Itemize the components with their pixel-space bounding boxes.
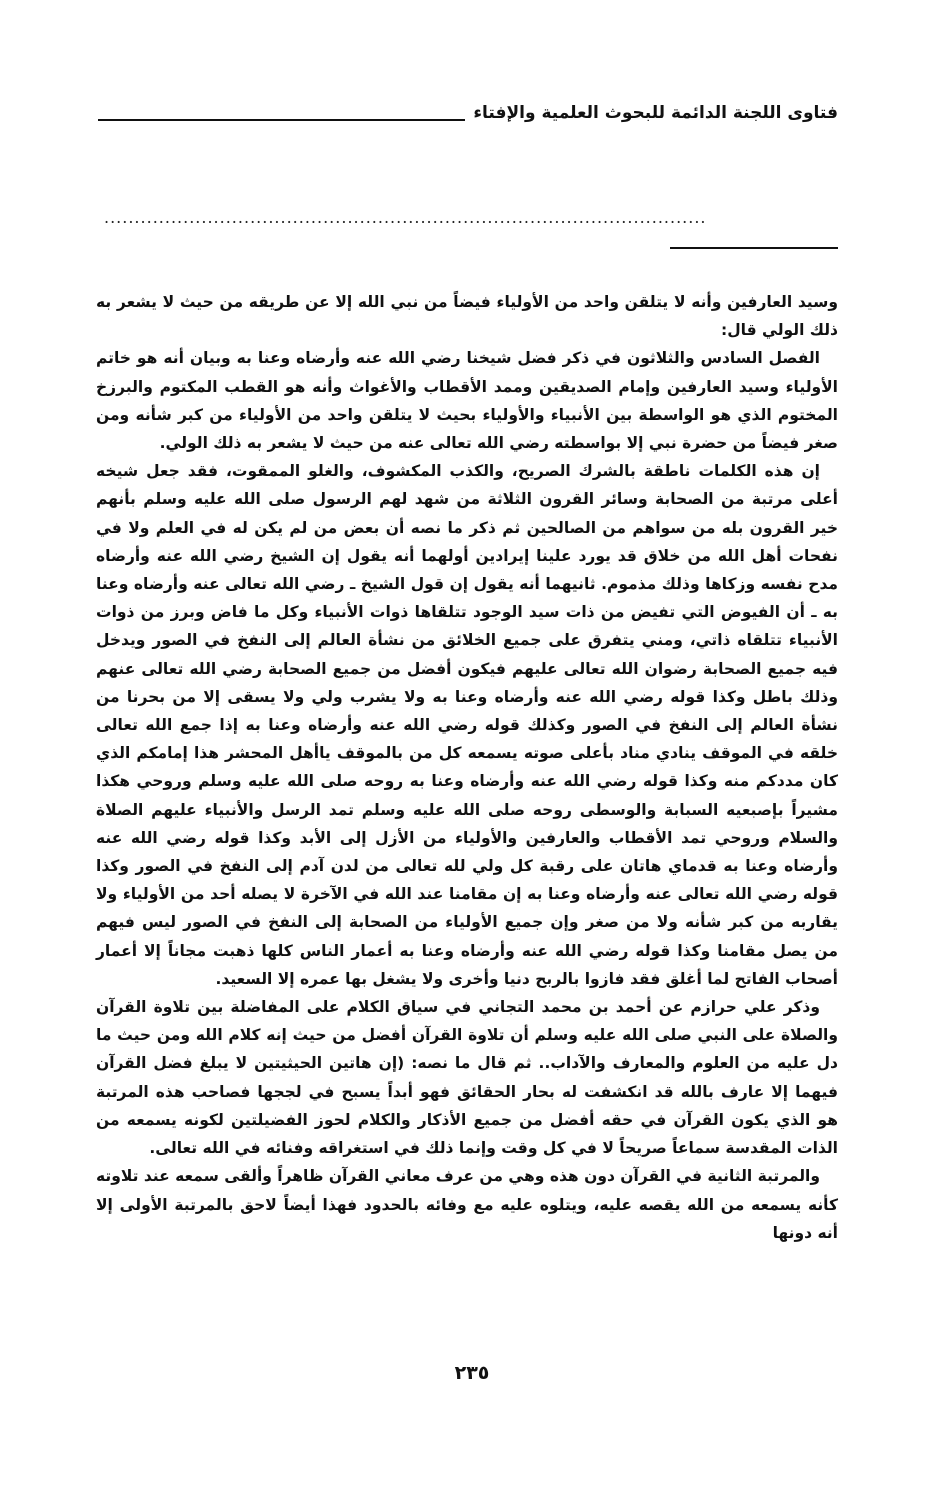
header-rule: [98, 119, 465, 121]
header-title: فتاوى اللجنة الدائمة للبحوث العلمية والإفتاء: [473, 103, 838, 123]
paragraph: والمرتبة الثانية في القرآن دون هذه وهي من عرف معاني القرآن ظاهراً وألقى سمعه عند تلاوته كأنه يسمعه من الله يقصه عليه، ويتلوه عليه مع وفائه بالحدود فهذا أيضاً لاحق بالمرتبة الأولى إلا أنه دونها: [96, 1167, 838, 1242]
paragraph: وذكر علي حرازم عن أحمد بن محمد التجاني في سياق الكلام على المفاضلة بين تلاوة القرآن والصلاة على النبي صلى الله عليه وسلم أن تلاوة القرآن أفضل من حيث إنه كلام الله ومن حيث ما دل عليه من العلوم والمعارف والآداب.. ثم قال ما نصه: (إن هاتين الحيثيتين لا يبلغ فضل القرآن فيهما إلا عارف بالله قد انكشفت له بحار الحقائق فهو أبداً يسبح في لججها فصاحب هذه المرتبة هو الذي يكون القرآن في حقه أفضل من جميع الأذكار والكلام لحوز الفضيلتين لكونه يسمعه من الذات المقدسة سماعاً صريحاً لا في كل وقت وإنما ذلك في استغراقه وفنائه في الله تعالى.: [96, 998, 838, 1158]
running-header: [98, 92, 838, 124]
ellipsis-line: ...................................................................................................: [104, 208, 707, 227]
page-number: ٢٣٥: [454, 1362, 490, 1384]
section-divider: [670, 247, 838, 249]
paragraph: وسيد العارفين وأنه لا يتلقن واحد من الأولياء فيضاً من نبي الله إلا عن طريقه من حيث لا يشعر به ذلك الولي قال:: [96, 293, 838, 340]
paragraph: إن هذه الكلمات ناطقة بالشرك الصريح، والكذب المكشوف، والغلو الممقوت، فقد جعل شيخه أعلى مرتبة من الصحابة وسائر القرون الثلاثة من شهد لهم الرسول صلى الله عليه وسلم بأنهم خير القرون بله من سواهم من الصالحين ثم ذكر ما نصه أن بعض من لم يكن له في العلم ولا في نفحات أهل الله من خلاق قد يورد علينا إيرادين أولهما أنه يقول إن الشيخ رضي الله عنه وأرضاه مدح نفسه وزكاها وذلك مذموم. ثانيهما أنه يقول إن قول الشيخ ـ رضي الله تعالى عنه وأرضاه وعنا به ـ أن الفيوض التي تفيض من ذات سيد الوجود تتلقاها ذوات الأنبياء وكل ما فاض وبرز من ذوات الأنبياء تتلقاه ذاتي، ومني يتفرق على جميع الخلائق من نشأة العالم إلى النفخ في الصور ويدخل فيه جميع الصحابة رضوان الله تعالى عليهم فيكون أفضل من جميع الصحابة رضي الله تعالى عنهم وذلك باطل وكذا قوله رضي الله عنه وأرضاه وعنا به ولا يشرب ولي ولا يسقى إلا من بحرنا من نشأة العالم إلى النفخ في الصور وكذلك قوله رضي الله عنه وأرضاه وعنا به إذا جمع الله تعالى خلقه في الموقف ينادي مناد بأعلى صوته يسمعه كل من بالموقف ياأهل المحشر هذا إمامكم الذي كان مددكم منه وكذا قوله رضي الله عنه وأرضاه وعنا به روحه صلى الله عليه وسلم وروحي هكذا مشيراً بإصبعيه السبابة والوسطى روحه صلى الله عليه وسلم تمد الرسل والأنبياء عليهم الصلاة والسلام وروحي تمد الأقطاب والعارفين والأولياء من الأزل إلى الأبد وكذا قوله رضي الله عنه وأرضاه وعنا به قدماي هاتان على رقبة كل ولي لله تعالى من لدن آدم إلى النفخ في الصور وكذا قوله رضي الله تعالى عنه وأرضاه وعنا به إن مقامنا عند الله في الآخرة لا يصله أحد من الأولياء ولا يقاربه من كبر شأنه ولا من صغر وإن جميع الأولياء من الصحابة إلى النفخ في الصور ليس فيهم من يصل مقامنا وكذا قوله رضي الله عنه وأرضاه وعنا به أعمار الناس كلها ذهبت مجاناً إلا أعمار أصحاب الفاتح لما أغلق فقد فازوا بالربح دنيا وأخرى ولا يشغل بها عمره إلا السعيد.: [96, 462, 838, 988]
paragraph: الفصل السادس والثلاثون في ذكر فضل شيخنا رضي الله عنه وأرضاه وعنا به وبيان أنه هو خاتم الأولياء وسيد العارفين وإمام الصديقين وممد الأقطاب والأغواث وأنه هو القطب المكتوم والبرزخ المختوم الذي هو الواسطة بين الأنبياء والأولياء بحيث لا يتلقن واحد من الأولياء من كبر شأنه ومن صغر فيضاً من حضرة نبي إلا بواسطته رضي الله تعالى عنه من حيث لا يشعر به ذلك الولي.: [96, 349, 838, 453]
body-text: [96, 288, 838, 1247]
